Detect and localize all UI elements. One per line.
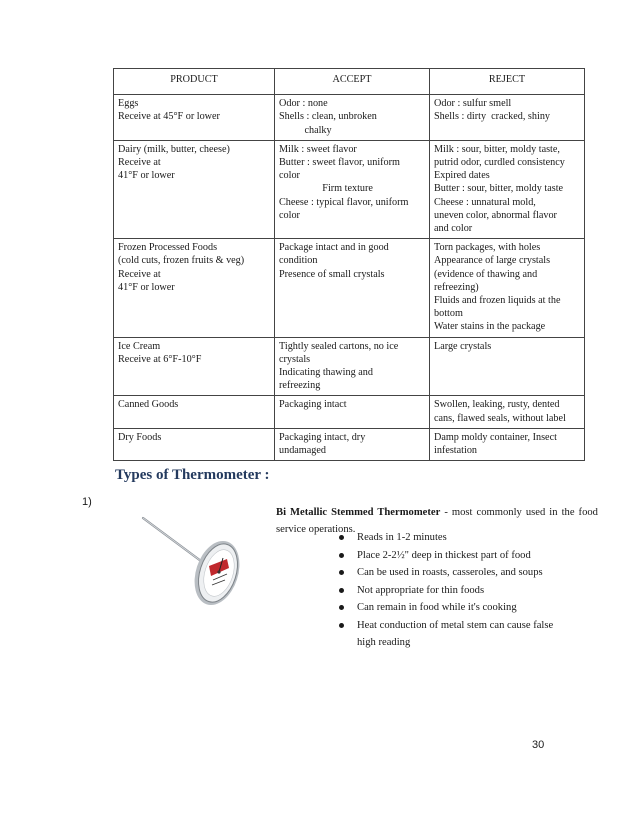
thermometer-name: Bi Metallic Stemmed Thermometer bbox=[276, 507, 441, 518]
page-number: 30 bbox=[532, 739, 545, 751]
reject-line: Fluids and frozen liquids at the bbox=[434, 295, 561, 307]
accept-line: chalky bbox=[279, 124, 332, 136]
table-row bbox=[114, 396, 585, 428]
list-item-text: high reading bbox=[357, 637, 411, 648]
accept-line: Cheese : typical flavor, uniform bbox=[279, 196, 409, 208]
bullet-icon bbox=[339, 605, 344, 610]
accept-cell bbox=[275, 239, 430, 337]
reject-line: Swollen, leaking, rusty, dented bbox=[434, 399, 560, 411]
product-line: Receive at bbox=[118, 268, 161, 280]
accept-cell bbox=[275, 337, 430, 396]
product-line: (cold cuts, frozen fruits & veg) bbox=[118, 255, 245, 267]
accept-line: Odor : none bbox=[279, 98, 328, 110]
reject-line: cans, flawed seals, without label bbox=[434, 412, 566, 424]
product-line: Canned Goods bbox=[118, 399, 179, 411]
accept-cell bbox=[275, 95, 430, 141]
accept-line: condition bbox=[279, 255, 318, 267]
reject-line: Large crystals bbox=[434, 340, 492, 352]
accept-line: color bbox=[279, 170, 300, 182]
accept-cell bbox=[275, 428, 430, 460]
product-line: Dry Foods bbox=[118, 431, 162, 443]
thermometer-bullet-list bbox=[339, 529, 589, 652]
product-line: Receive at 6°F-10°F bbox=[118, 353, 202, 365]
bullet-icon bbox=[339, 553, 344, 558]
bullet-icon bbox=[339, 623, 344, 628]
reject-line: (evidence of thawing and bbox=[434, 268, 538, 280]
list-item-text: Not appropriate for thin foods bbox=[357, 584, 485, 596]
list-item bbox=[339, 582, 589, 600]
table-row bbox=[114, 239, 585, 337]
accept-cell bbox=[275, 140, 430, 238]
accept-line: Packaging intact, dry bbox=[279, 431, 366, 443]
accept-line: Butter : sweet flavor, uniform bbox=[279, 157, 400, 169]
accept-line: Shells : clean, unbroken bbox=[279, 111, 377, 123]
section-title: Types of Thermometer : bbox=[115, 467, 270, 483]
header-accept: ACCEPT bbox=[275, 69, 430, 95]
reject-cell bbox=[430, 140, 585, 238]
accept-line: Packaging intact bbox=[279, 399, 347, 411]
accept-line: undamaged bbox=[279, 445, 326, 457]
bullet-icon bbox=[339, 535, 344, 540]
table-row bbox=[114, 140, 585, 238]
list-item-text: Can be used in roasts, casseroles, and soups bbox=[357, 567, 543, 578]
table-row bbox=[114, 95, 585, 141]
product-line: Receive at 45°F or lower bbox=[118, 111, 220, 123]
product-cell bbox=[114, 337, 275, 396]
accept-line: Tightly sealed cartons, no ice bbox=[279, 340, 399, 352]
reject-line: Milk : sour, bitter, moldy taste, bbox=[434, 143, 560, 155]
reject-line: Shells : dirty cracked, shiny bbox=[434, 111, 551, 123]
list-item-text: Reads in 1-2 minutes bbox=[357, 532, 447, 543]
list-item bbox=[339, 547, 589, 565]
list-item bbox=[339, 599, 589, 617]
product-line: Eggs bbox=[118, 98, 139, 110]
list-item-text: Can remain in food while it's cooking bbox=[357, 602, 517, 613]
table-header-row bbox=[114, 69, 585, 95]
header-product: PRODUCT bbox=[114, 69, 275, 95]
list-number: 1) bbox=[82, 496, 92, 508]
product-line: 41°F or lower bbox=[118, 170, 175, 182]
accept-line: Firm texture bbox=[279, 183, 373, 195]
list-item bbox=[339, 529, 589, 547]
header-reject: REJECT bbox=[430, 69, 585, 95]
list-item-text: Place 2-2½" deep in thickest part of food bbox=[357, 549, 531, 561]
product-cell bbox=[114, 95, 275, 141]
reject-line: Water stains in the package bbox=[434, 321, 546, 333]
reject-line: Odor : sulfur smell bbox=[434, 98, 512, 110]
accept-line: Presence of small crystals bbox=[279, 268, 385, 280]
thermometer-summary: - most commonly used in the food service operations. bbox=[276, 507, 598, 535]
table-row bbox=[114, 337, 585, 396]
reject-line: Cheese : unnatural mold, bbox=[434, 196, 536, 208]
product-line: Dairy (milk, butter, cheese) bbox=[118, 143, 230, 155]
list-item-text: Heat conduction of metal stem can cause false bbox=[357, 619, 554, 631]
reject-line: putrid odor, curdled consistency bbox=[434, 157, 565, 169]
reject-line: Appearance of large crystals bbox=[434, 255, 551, 267]
reject-line: Torn packages, with holes bbox=[434, 242, 541, 254]
reject-cell bbox=[430, 337, 585, 396]
list-item bbox=[339, 617, 589, 652]
accept-cell bbox=[275, 396, 430, 428]
reject-line: Damp moldy container, Insect bbox=[434, 431, 557, 443]
reject-line: Expired dates bbox=[434, 170, 490, 182]
reject-line: refreezing) bbox=[434, 281, 479, 293]
reject-line: bottom bbox=[434, 308, 463, 320]
product-line: Frozen Processed Foods bbox=[118, 242, 218, 254]
accept-line: Indicating thawing and bbox=[279, 367, 373, 379]
reject-line: and color bbox=[434, 223, 473, 235]
product-cell bbox=[114, 140, 275, 238]
dial-thermometer-icon bbox=[135, 510, 245, 610]
accept-line: Milk : sweet flavor bbox=[279, 143, 357, 155]
bullet-icon bbox=[339, 588, 344, 593]
receiving-table bbox=[113, 68, 585, 461]
product-line: 41°F or lower bbox=[118, 281, 175, 293]
accept-line: color bbox=[279, 209, 300, 221]
reject-line: uneven color, abnormal flavor bbox=[434, 209, 557, 221]
reject-line: Butter : sour, bitter, moldy taste bbox=[434, 183, 564, 195]
accept-line: crystals bbox=[279, 353, 311, 365]
table-row bbox=[114, 428, 585, 460]
reject-line: infestation bbox=[434, 445, 478, 457]
reject-cell bbox=[430, 396, 585, 428]
accept-line: refreezing bbox=[279, 380, 321, 392]
bullet-icon bbox=[339, 570, 344, 575]
list-item bbox=[339, 564, 589, 582]
product-cell bbox=[114, 428, 275, 460]
product-line: Ice Cream bbox=[118, 340, 161, 352]
reject-cell bbox=[430, 428, 585, 460]
accept-line: Package intact and in good bbox=[279, 242, 389, 254]
product-line: Receive at bbox=[118, 157, 161, 169]
product-cell bbox=[114, 396, 275, 428]
reject-cell bbox=[430, 95, 585, 141]
reject-cell bbox=[430, 239, 585, 337]
product-cell bbox=[114, 239, 275, 337]
